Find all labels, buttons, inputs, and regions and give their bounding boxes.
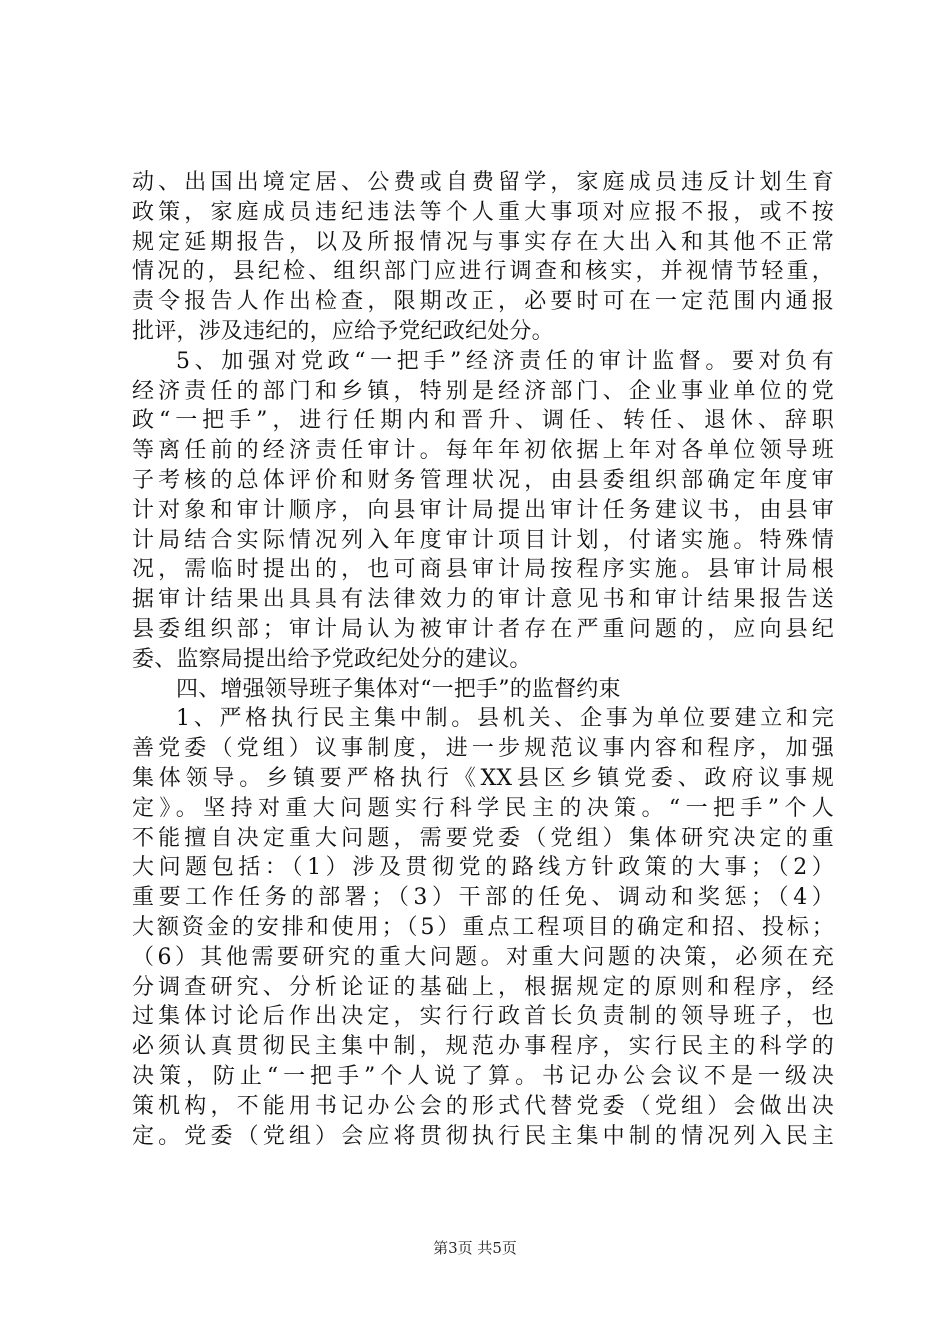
text-line: 况，需临时提出的，也可商县审计局按程序实施。县审计局根 [132,557,834,583]
text-line: 计局结合实际情况列入年度审计项目计划，付诸实施。特殊情 [132,527,834,553]
text-line: 定》。坚持对重大问题实行科学民主的决策。“一把手”个人 [132,795,834,821]
text-line: 等离任前的经济责任审计。每年年初依据上年对各单位领导班 [132,438,834,464]
text-line: （6）其他需要研究的重大问题。对重大问题的决策，必须在充 [132,944,834,970]
text-line: 集体领导。乡镇要严格执行《XX县区乡镇党委、政府议事规 [132,765,834,791]
text-line: 据审计结果出具具有法律效力的审计意见书和审计结果报告送 [132,587,834,613]
text-line: 大问题包括：（1）涉及贯彻党的路线方针政策的大事；（2） [132,855,834,881]
section-heading: 四、增强领导班子集体对“一把手”的监督约束 [176,676,621,702]
text-line: 善党委（党组）议事制度，进一步规范议事内容和程序，加强 [132,736,834,762]
text-line: 委、监察局提出给予党政纪处分的建议。 [132,646,532,672]
text-line: 批评，涉及违纪的，应给予党纪政纪处分。 [132,318,554,344]
text-line: 必须认真贯彻民主集中制，规范办事程序，实行民主的科学的 [132,1034,834,1060]
text-line: 大额资金的安排和使用；（5）重点工程项目的确定和招、投标； [132,914,834,940]
text-line: 策机构，不能用书记办公会的形式代替党委（党组）会做出决 [132,1093,834,1119]
text-line: 情况的，县纪检、组织部门应进行调查和核实，并视情节轻重， [132,259,834,285]
paragraph-start-line: 5、加强对党政“一把手”经济责任的审计监督。要对负有 [176,348,834,374]
text-line: 过集体讨论后作出决定，实行行政首长负责制的领导班子，也 [132,1004,834,1030]
text-line: 子考核的总体评价和财务管理状况，由县委组织部确定年度审 [132,467,834,493]
text-line: 动、出国出境定居、公费或自费留学，家庭成员违反计划生育 [132,170,834,195]
paragraph-start-line: 1、严格执行民主集中制。县机关、企事为单位要建立和完 [176,706,834,732]
text-line: 规定延期报告，以及所报情况与事实存在大出入和其他不正常 [132,229,834,255]
text-line: 政策，家庭成员违纪违法等个人重大事项对应报不报，或不按 [132,199,834,225]
text-line: 责令报告人作出检查，限期改正，必要时可在一定范围内通报 [132,289,834,315]
text-line: 县委组织部；审计局认为被审计者存在严重问题的，应向县纪 [132,616,834,642]
page-number-footer: 第3页 共5页 [433,1239,517,1257]
text-line: 定。党委（党组）会应将贯彻执行民主集中制的情况列入民主 [132,1123,834,1149]
text-line: 经济责任的部门和乡镇，特别是经济部门、企业事业单位的党 [132,378,834,404]
text-line: 决策，防止“一把手”个人说了算。书记办公会议不是一级决 [132,1063,834,1089]
text-line: 重要工作任务的部署；（3）干部的任免、调动和奖惩；（4） [132,885,834,911]
text-line: 分调查研究、分析论证的基础上，根据规定的原则和程序，经 [132,974,834,1000]
text-line: 计对象和审计顺序，向县审计局提出审计任务建议书，由县审 [132,497,834,523]
body-text [132,168,834,1151]
text-line: 不能擅自决定重大问题，需要党委（党组）集体研究决定的重 [132,825,834,851]
text-line: 政“一把手”，进行任期内和晋升、调任、转任、退休、辞职 [132,408,834,434]
